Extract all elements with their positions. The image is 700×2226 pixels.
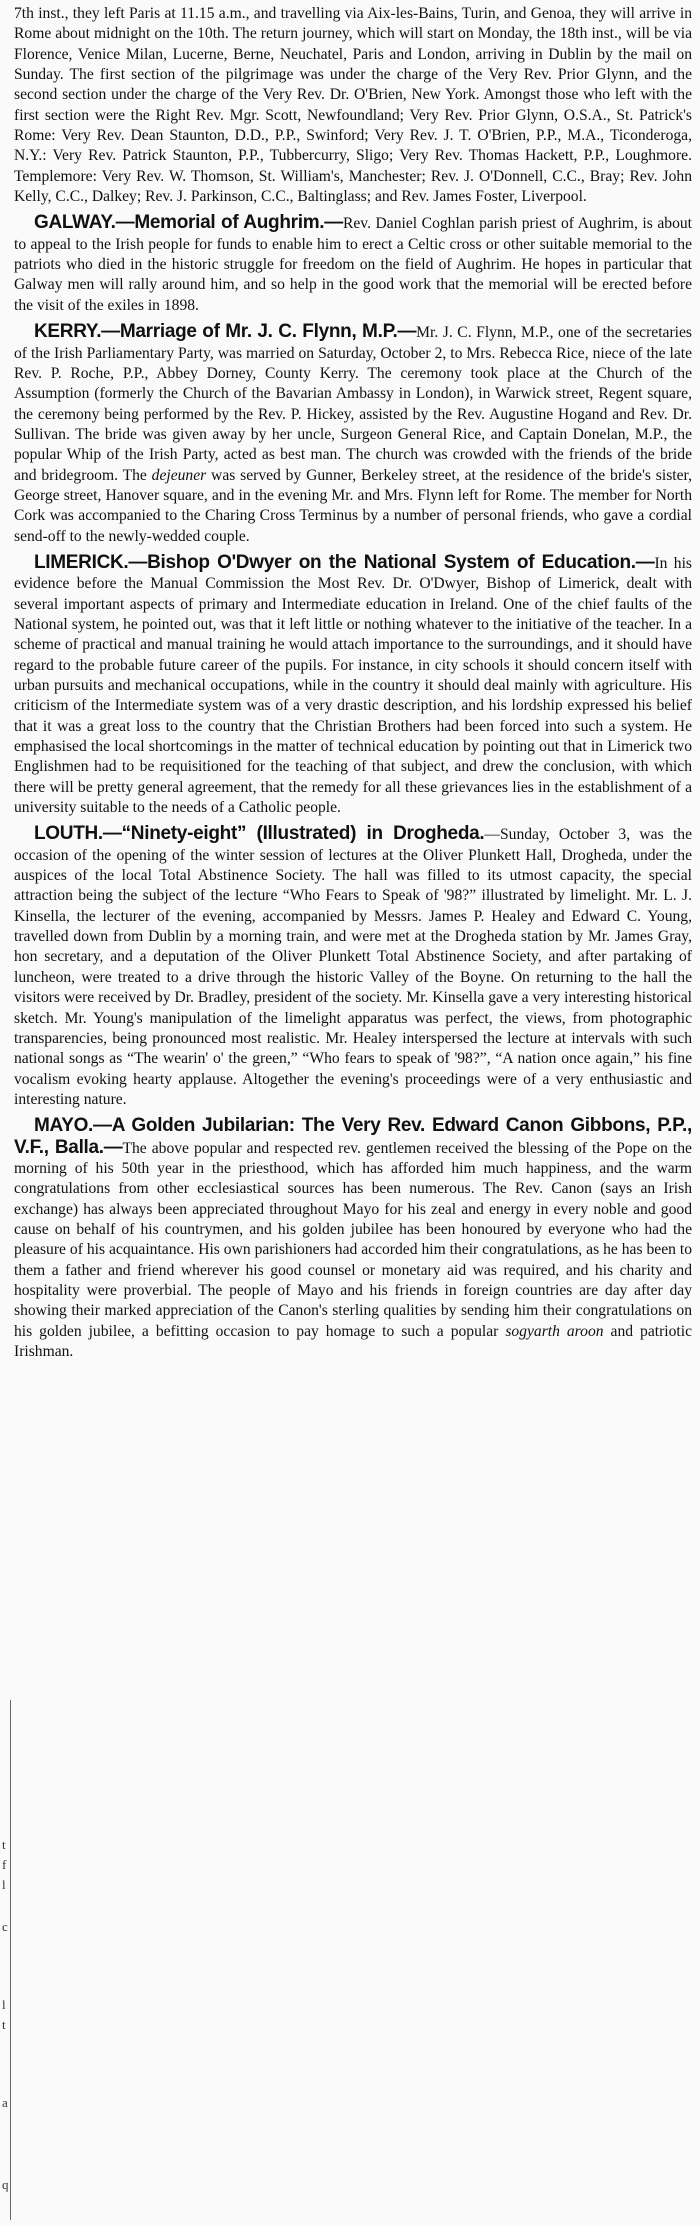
continued-pilgrimage-paragraph [14,4,692,207]
gutter-letter: f [2,1857,7,1872]
article-headline: LIMERICK.—Bishop O'Dwyer on the National System of Education.— [34,551,655,573]
article-italic-term: dejeuner [151,466,207,484]
article-body: Rev. Daniel Coghlan parish priest of Aughrim, is about to appeal to the Irish people for funds to enable him to erect a Celtic cross or other suitable memorial to the patriots who died in the historic struggle for freedom on the field of Aughrim. He hopes in particular that Galway men will rally around him, and so help in the good work that the memorial will be erected before the visit of the exiles in 1898. [14,215,693,314]
article-italic-term: sogyarth aroon [505,1322,604,1340]
article-headline: GALWAY.—Memorial of Aughrim.— [34,212,343,234]
article-body-continued: and patriotic Irishman. [14,1322,692,1360]
gutter-letter: c [2,1919,8,1934]
article-louth [14,824,692,1110]
left-gutter [0,0,12,2226]
article-limerick [14,553,692,818]
gutter-letter: a [2,2095,8,2110]
column-rule [10,1700,11,2220]
article-headline: LOUTH.—“Ninety-eight” (Illustrated) in Drogheda. [34,823,485,845]
article-body: The above popular and respected rev. gentlemen received the blessing of the Pope on the morning of his 50th year in the priesthood, which has afforded him much happiness, and the warm congratulations from other ecclesiastical sources has been numerous. The Rev. Canon (says an Irish exchange) has always been appreciated throughout Mayo for his zeal and energy in every noble and good cause on behalf of his countrymen, and his golden jubilee has been honoured by everyone who had the pleasure of his acquaintance. His own parishioners had accorded him their congratulations, as he has been to them a father and friend wherever his good counsel or monetary aid was required, and his charity and hospitality were proverbial. The people of Mayo and his friends in foreign countries are day after day showing their marked appreciation of the Canon's sterling qualities by sending him their congratulations on his golden jubilee, a befitting occasion to pay homage to such a popular [14,1139,692,1340]
gutter-letter: l [2,1877,6,1892]
intro-text: 7th inst., they left Paris at 11.15 a.m., and travelling via Aix-les-Bains, Turin, and Genoa, they will arrive in Rome about midnight on the 10th. The return journey, which will start on Monday, the 18th inst., will be via Florence, Venice Milan, Lucerne, Berne, Neuchatel, Paris and London, arriving in Dublin by the mail on Sunday. The first section of the pilgrimage was under the charge of the Very Rev. Prior Glynn, and the second section under the charge of the Very Rev. Dr. O'Brien, New York. Amongst those who left with the first section were the Right Rev. Mgr. Scott, Newfoundland; Very Rev. Prior Glynn, O.S.A., St. Patrick's Rome: Very Rev. Dean Staunton, D.D., P.P., Swinford; Very Rev. J. T. O'Brien, P.P., M.A., Ticonderoga, N.Y.: Very Rev. Patrick Staunton, P.P., Tubbercurry, Sligo; Very Rev. Thomas Hackett, P.P., Loughmore. Templemore: Very Rev. W. Thomson, St. William's, Manchester; Rev. J. O'Donnell, C.C., Bray; Rev. John Kelly, C.C., Dalkey; Rev. J. Parkinson, C.C., Baltinglass; and Rev. James Foster, Liverpool. [14,5,692,206]
article-galway [14,213,692,316]
gutter-letter: l [2,1997,6,2012]
article-headline: MAYO.—A Golden Jubilarian: The Very Rev. Edward Canon Gibbons, P.P., V.F., Balla.— [14,1115,692,1158]
article-body-continued: was served by Gunner, Berkeley street, at the residence of the bride's sister, George street, Hanover square, and in the evening Mr. and Mrs. Flynn left for Rome. The member for North Cork was accompanied to the Charing Cross Terminus by a number of personal friends, who gave a cordial send-off to the newly-wedded couple. [14,466,692,545]
article-body: In his evidence before the Manual Commission the Most Rev. Dr. O'Dwyer, Bishop of Limerick, dealt with several important aspects of primary and Intermediate education in Ireland. One of the chief faults of the National system, he pointed out, was that it left little or nothing whatever to the initiative of the teacher. In a scheme of practical and manual training he would attach importance to the surroundings, and it should have regard to the probable future career of the pupils. For instance, in city schools it should concern itself with urban pursuits and mechanical occupations, while in the country it should deal mainly with agriculture. His criticism of the Intermediate system was of a very drastic description, and his lordship expressed his belief that it was a great loss to the country that the Christian Brothers had been forced into such a system. He emphasised the local shortcomings in the matter of technical education by pointing out that in Limerick two Englishmen had to be requisitioned for the teaching of that subject, and drew the conclusion, with which there will be pretty general agreement, that the remedy for all these grievances lies in the establishment of a university suitable to the needs of a Catholic people. [14,554,692,817]
gutter-letter: t [2,2017,6,2032]
article-body: Mr. J. C. Flynn, M.P., one of the secretaries of the Irish Parliamentary Party, was married on Saturday, October 2, to Mrs. Rebecca Rice, niece of the late Rev. P. Roche, P.P., Abbey Dorney, County Kerry. The ceremony took place at the Church of the Assumption (formerly the Church of the Bavarian Ambassy in London), in Warwick street, Regent square, the ceremony being performed by the Rev. P. Hickey, assisted by the Rev. Augustine Hogand and Rev. Dr. Sullivan. The bride was given away by her uncle, Surgeon General Rice, and Captain Donelan, M.P., the popular Whip of the Irish Party, acted as best man. The church was crowded with the friends of the bride and bridegroom. The [14,324,692,484]
article-mayo [14,1116,692,1362]
gutter-letter: t [2,1837,6,1852]
article-kerry [14,322,692,547]
article-body: —Sunday, October 3, was the occasion of the opening of the winter session of lectures at the Oliver Plunkett Hall, Drogheda, under the auspices of the local Total Abstinence Society. The hall was filled to its utmost capacity, the special attraction being the subject of the lecture “Who Fears to Speak of '98?” illustrated by limelight. Mr. L. J. Kinsella, the lecturer of the evening, accompanied by Messrs. James P. Healey and Edward C. Young, travelled down from Dublin by a morning train, and were met at the Drogheda station by Mr. James Gray, hon secretary, and a deputation of the Oliver Plunkett Total Abstinence Society, and after partaking of luncheon, were treated to a drive through the historic Valley of the Boyne. On returning to the hall the visitors were received by Dr. Bradley, president of the society. Mr. Kinsella gave a very interesting historical sketch. Mr. Young's manipulation of the limelight apparatus was perfect, the views, from photographic transparencies, being pronounced most realistic. Mr. Healey interspersed the lecture at intervals with such national songs as “The wearin' o' the green,” “Who fears to speak of '98?”, “A nation once again,” his fine vocalism evoking hearty applause. Altogether the evening's proceedings were of a very enthusiastic and interesting nature. [14,826,692,1108]
gutter-letter: q [2,2177,9,2192]
article-headline: KERRY.—Marriage of Mr. J. C. Flynn, M.P.— [34,321,417,343]
